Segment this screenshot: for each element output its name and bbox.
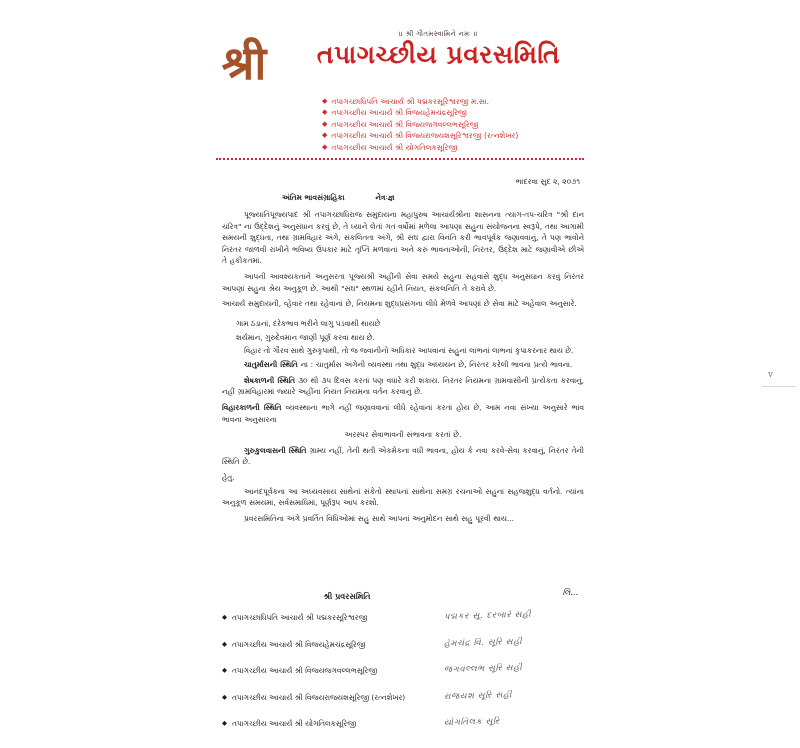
yours-sincerely-label: લિ... [562,588,578,597]
signatory-name-label: તપાગચ્છીય આચાર્ય શ્રી વિજયજગવલ્લભસૂરિજી [232,666,378,675]
patron-item [322,142,582,153]
patron-item [322,130,582,141]
paragraph-text: ૩૦ થી ૩૫ દિવસ કરતાં પણ વધારે કરી શકાય. નિરંતર નિયમના ગ્રામવાસીની પ્રત્યેકતા કરવાનું, નહીં ગ્રામવિહારમાં જ્યારે અહીંના નિયત નિયમના વર્તન કરવાનું છે. [222,375,584,397]
invocation-line: ॥ શ્રી ગૌતમસ્વામિને નમઃ ॥ [399,30,478,38]
body-paragraph: આપની આવશ્યકતાને અનુસરતા પૂજ્યશ્રી અહીંની સેવા સમયે સહુના સહવાસે શુદ્ધ અનુસંધાન કરવું નિરંતર આપણાં સહુના શ્રેય અનુકૂળ છે. આથી "સંઘ" સ્થળમાં રહીને નિયત, સંકલનિતિ તે કરાવે છે. [222,271,584,293]
shri-logo-icon: श्री [221,36,267,90]
diamond-bullet-icon: ◆ [322,119,328,128]
signatory-row [222,718,584,733]
body-paragraph: પૂજ્યાતિપૂજ્યપાદ શ્રી તપાગચ્છાધિરાજ સમુદાયના મહાપુરુષ આચાર્યશ્રીના શાસનના ત્યાગ-તપ-ચરિત્ર "શ્રી દાન ચરિત્ર" ના ઉદ્દેશનું અનુસંધાન કરવું છે, તે ધ્યાને લેતાં ગત વર્ષોમાં મળેલા આપણા સહુના સંયોજનના સ્વરૂપે, તથા આગામી સમયની શુદ્ધતા, તથા ગ્રામવિહાર અંગે, સંકલિતતા અંગે, શ્રી સંઘ દ્વારા વિનંતિ કરી ભાવપૂર્વક જણાવવાનું, તે પણ ભાવોને નિરંતર જાળવી રાખીને ભવિષ્ય ઉપકાર માટે તૃપ્તિ મળવાનાં અને કરું ભાવનાઓની, નિરંતર, ઉદ્દેશ માટે જણાવીએ છીએ તે હકીકતમાં. [222,210,584,266]
body-paragraph: આનંદપૂર્વકના આ અધ્યવસાય સાથેનાં સંકેતો સ્થાપનાં સાથેના સમગ્ર રચનાઓ સહુના સહજશુદ્ધ વર્તનો. ત્યાંના અનુકૂળ સમયમાં, સર્વસમાધિમાં, પૂર્ણરૂપ આપ કરશો. [222,486,584,508]
handwritten-signature: રાજયશ સૂરિ સહી [443,689,513,702]
paragraph-lead-label: શેષકાળની સ્થિતિ [244,375,296,385]
body-paragraph: પ્રવરસમિતિના અંગે પ્રવર્તિત વિધિઓમાં સહુ સાથે આપનાં અનુમોદન સાથે સહુ પૂરવી થાય... [244,513,514,523]
letterhead [215,30,600,88]
body-list-line: શર્યમાન, ગુરુદેવમાન જાણી પૂર્ણ કરવા થાય છે. [236,332,375,342]
body-list-line: વિહાર તો ગૌરવ સાથે ગુરુકૃપાથી, તો જ જવાનીનો અધિકાર આપવાનાં સહુનાં લાભનાં લાભનાં કૃપાકરનાર થાય છે. [244,346,574,356]
signatory-row [222,689,584,707]
body-list-line: હેતુ. [222,472,235,482]
letter-date: ભાદરવા સુદ ૨, ૨૦૭૧ [515,177,580,186]
body-list-line: ગામ ઠંડાનાં, દરેકભાવ ભરીને લાગુ પડવાથી થાયછે [236,318,381,328]
signatory-rows [222,609,584,733]
body-paragraph-bold-lead [222,445,584,468]
handwritten-signature: હેમચંદ્ર વિ. સૂરિ સહી [443,636,523,649]
body-paragraph-bold-lead [222,402,584,425]
patron-label: તપાગચ્છીય આચાર્ય શ્રી વિજયજગવલ્લભસૂરિજી [331,119,479,129]
body-paragraph-bold-lead [222,375,584,398]
handwritten-signature: યોગતિલક સૂરિ [443,716,501,728]
paragraph-lead-label: વિહારકાળની સ્થિતિ [222,402,282,412]
signatory-name [222,612,444,623]
salutation [282,192,584,203]
paragraph-lead-label: ચાતુર્માસની સ્થિતિ [244,360,298,370]
letterhead-text-column [273,30,600,70]
patron-item [322,96,582,107]
diamond-bullet-icon: ◆ [222,666,227,674]
diamond-bullet-icon: ◆ [222,692,227,701]
handwritten-signature: જગવલ્લભ સૂરિ સહી [443,662,523,675]
body-paragraph: આચાર્ય સમુદાયની, વ્હેવાર તથા રહેવાનાં છે, નિયમના શુદ્ધપ્રસંગના લીધે મેળવે આપણાં છે સેવા માટે અહેવાલ અનુસારે. [222,299,577,309]
signature-block [222,588,584,745]
salutation-left: અંતિમ ભાવસંગ્રાહિકા [282,193,345,202]
signatory-name-label: તપાગચ્છીય આચાર્ય શ્રી વિજયરાજયશસૂરિજી (રત્નશેખર) [232,692,406,702]
letterhead-row [215,30,600,88]
diamond-bullet-icon: ◆ [222,613,227,621]
signatory-name [222,665,444,676]
diamond-bullet-icon: ◆ [322,97,328,105]
scan-edge-mark: v [768,370,774,380]
patron-label: તપાગચ્છીય આચાર્ય શ્રી યોગતિલકસૂરિજી [331,142,458,152]
signatory-row [222,662,584,680]
signatory-name-label: તપાગચ્છાધિપતિ આચાર્ય શ્રી પદ્મકરસૂરિશ્વરજી [232,613,368,622]
organization-title: તપાગચ્છીય પ્રવરસમિતિ [316,40,561,69]
signatory-name [222,692,444,703]
diamond-bullet-icon: ◆ [222,639,227,648]
header-divider [216,158,584,160]
diamond-bullet-icon: ◆ [322,108,328,117]
patron-label: તપાગચ્છાધિપતિ આચાર્ય શ્રી પદ્મકરસૂરિશ્વરજી મ.સા. [331,97,490,106]
patron-item [322,107,582,118]
diamond-bullet-icon: ◆ [322,131,328,140]
paragraph-text: ના : ચાતુર્માસ અંગેની વ્યવસ્થા તથા શુદ્ધ અધ્યયન છે, નિરંતર કરેલી ભાવના પ્રત્યે ભાવના. [300,360,573,370]
body-paragraph-centered: અરસ્પર સેવાભાવની સંભાવના કરતાં છે. [344,430,462,440]
signatory-row [222,609,584,627]
signatory-name-label: તપાગચ્છીય આચાર્ય શ્રી વિજયહેમચંદ્રસૂરિજી [232,639,366,649]
committee-label: શ્રી પ્રવરસમિતિ [323,592,371,601]
paragraph-lead-label: ગુરુકુલવાસની સ્થિતિ [244,445,307,455]
diamond-bullet-icon: ◆ [222,719,227,727]
signatory-row [222,636,584,654]
patron-label: તપાગચ્છીય આચાર્ય શ્રી વિજયરાજયશસૂરિશ્વરજી (રત્નશેખર) [331,131,519,141]
signatory-name [222,639,444,650]
patron-item [322,119,582,130]
salutation-right: નેત્રઃજ્ઞ [375,193,395,202]
handwritten-signature: પદ્મકર સૂ. દરબારે સહી [443,609,532,622]
signatory-name [222,718,444,729]
patron-label: તપાગચ્છીય આચાર્ય શ્રી વિજયહેમચંદ્રસૂરિજી [331,108,467,118]
paragraph-text: ગ્રામ્ય નહીં, તેની થતી એકમેકના વધી ભાવના, હોય કે નવા કરવે-સેવા કરવાનું, નિરંતર તેની સ્થિતિ છે. [222,445,584,467]
signature-header [222,588,584,604]
paragraph-text: વ્યવસ્થાના ભાગે નહીં જણાવવાનાં લીધે રહેવાનાં કરતાં હોય છે, આમ નવા સંખ્યા અનુસારે ભાવ ભાવના અનુસારના [222,402,584,424]
body-paragraph-bold-lead [222,359,584,371]
letter-body [222,176,584,528]
diamond-bullet-icon: ◆ [322,142,328,151]
patron-list [322,96,582,153]
signatory-name-label: તપાગચ્છીય આચાર્ય શ્રી યોગતિલકસૂરિજી [232,719,357,728]
scan-edge-rule [762,386,796,387]
